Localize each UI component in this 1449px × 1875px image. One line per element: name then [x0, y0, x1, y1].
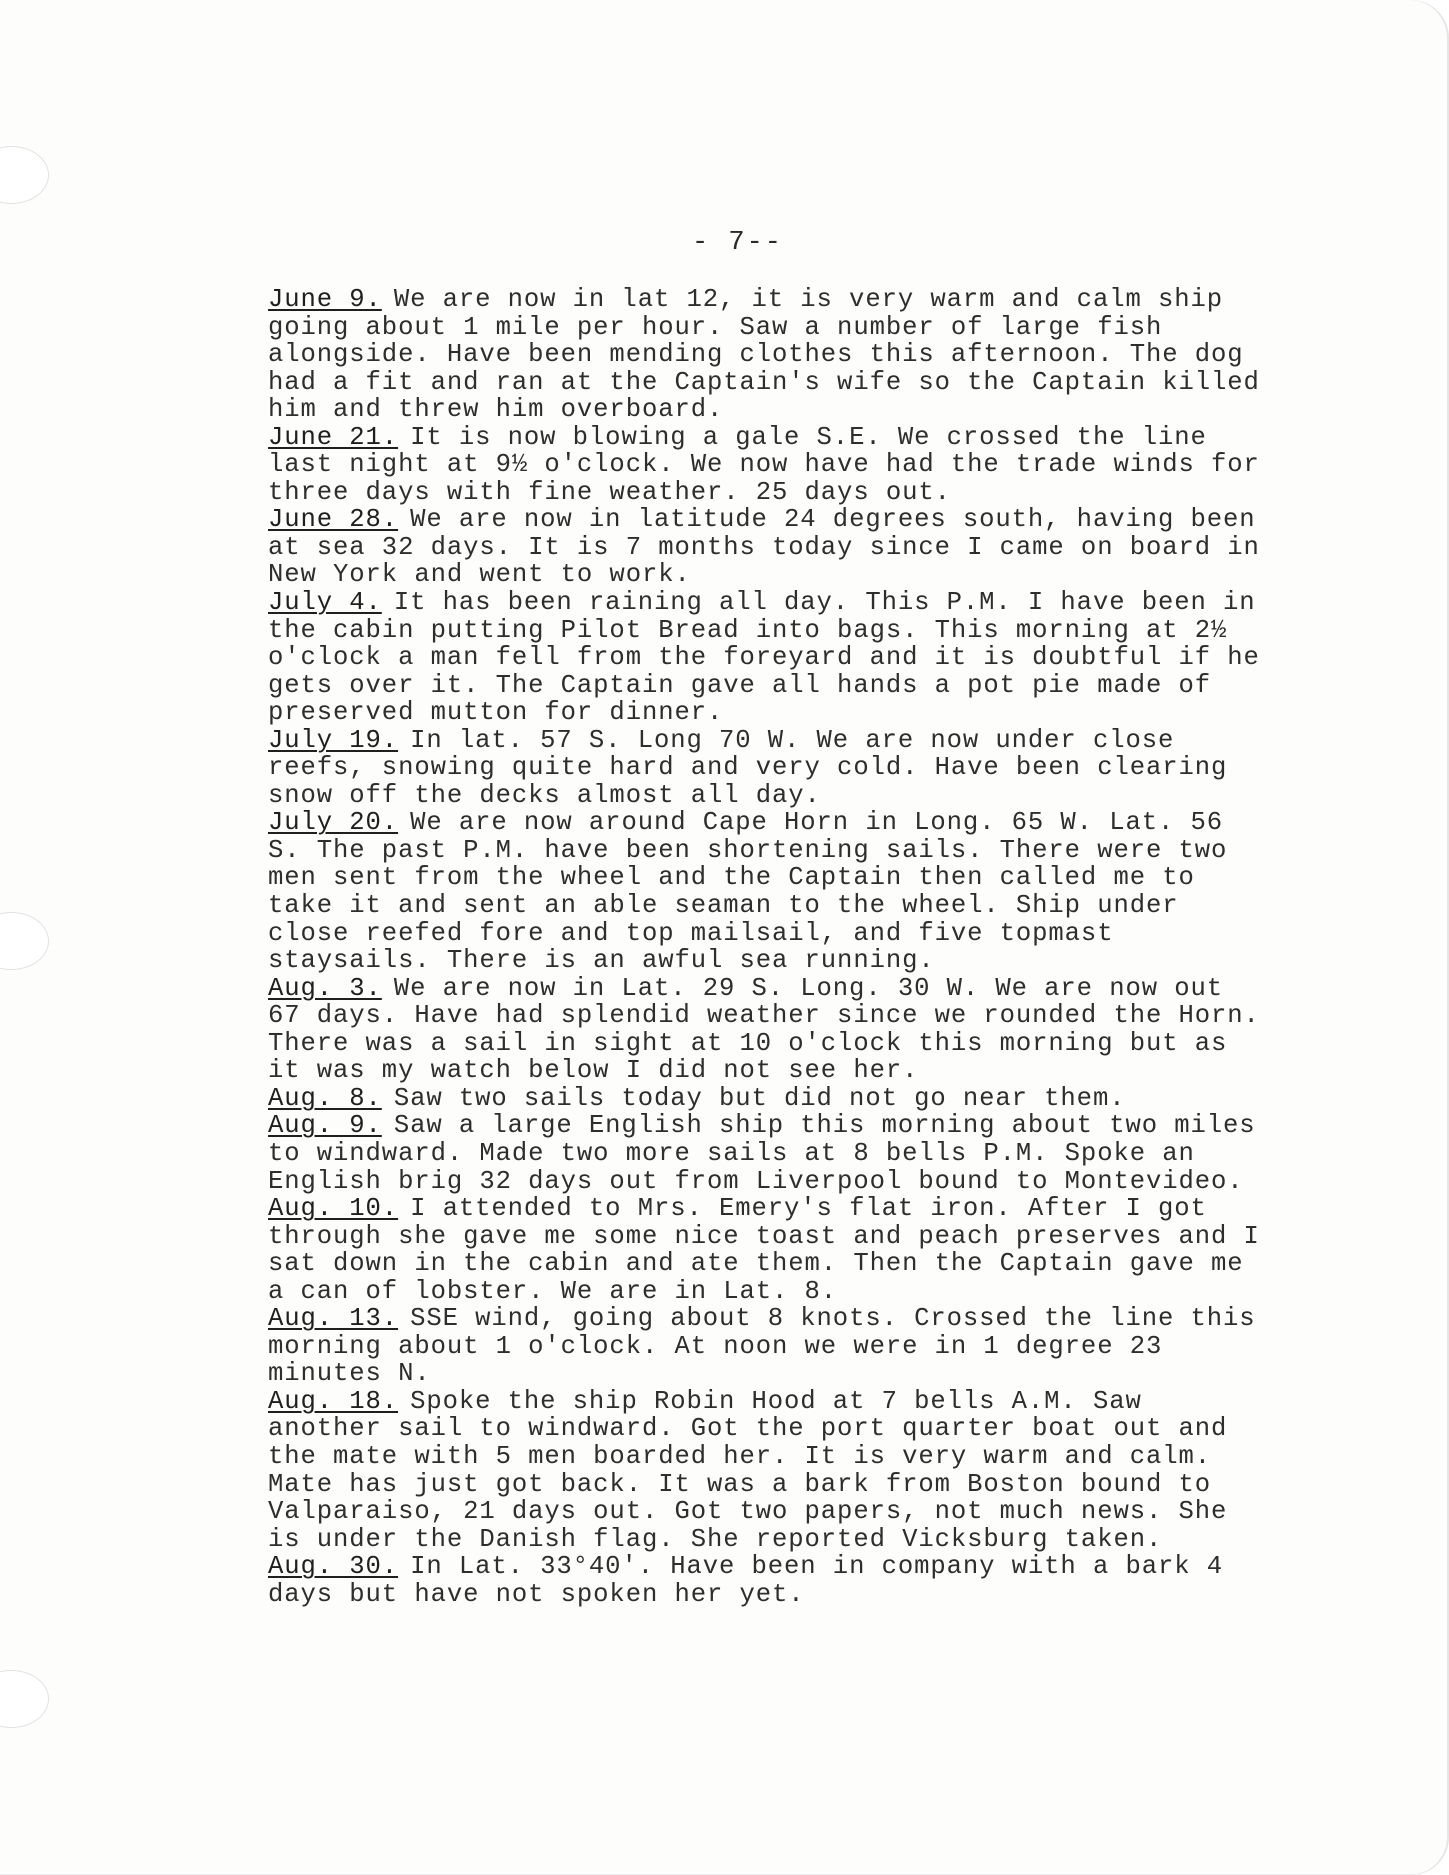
diary-entry	[268, 1305, 1268, 1388]
entry-date: Aug. 10.	[268, 1194, 399, 1224]
entry-date: Aug. 13.	[268, 1304, 399, 1334]
entry-date: Aug. 8.	[268, 1083, 382, 1113]
entry-date: Aug. 30.	[268, 1552, 399, 1582]
entry-date: July 4.	[268, 588, 382, 618]
diary-entry	[268, 1112, 1268, 1195]
page-number: - 7--	[692, 228, 784, 258]
binder-punch-hole	[0, 1670, 49, 1728]
diary-body	[268, 286, 1268, 1608]
binder-punch-hole	[0, 912, 49, 970]
entry-text: SSE wind, going about 8 knots. Crossed the line this morning about 1 o'clock. At noon we were in 1 degree 23 minutes N.	[268, 1304, 1256, 1389]
diary-entry	[268, 1553, 1268, 1608]
entry-text: Saw two sails today but did not go near them.	[393, 1083, 1126, 1113]
entry-text: We are now in lat 12, it is very warm and calm ship going about 1 mile per hour. Saw a number of large fish alongside. Have been mending clothes this afternoon. The dog had a fit and ran at the Captain's wife so the Captain killed him and threw him overboard.	[268, 285, 1260, 425]
diary-entry	[268, 809, 1268, 974]
diary-entry	[268, 727, 1268, 810]
entry-text: We are now around Cape Horn in Long. 65 W. Lat. 56 S. The past P.M. have been shortening sails. There were two men sent from the wheel and the Captain then called me to take it and sent an able seaman to the wheel. Ship under close reefed fore and top mailsail, and five topmast staysails. There is an awful sea running.	[268, 808, 1228, 976]
entry-date: July 19.	[268, 725, 399, 755]
entry-date: June 9.	[268, 285, 382, 314]
entry-date: Aug. 9.	[268, 1111, 382, 1141]
diary-entry	[268, 1388, 1268, 1553]
entry-text: Spoke the ship Robin Hood at 7 bells A.M. Saw another sail to windward. Got the port quarter boat out and the mate with 5 men boarded her. It is very warm and calm. Mate has just got back. It was a bark from Boston bound to Valparaiso, 21 days out. Got two papers, not much news. She is under the Danish flag. She reported Vicksburg taken.	[268, 1386, 1228, 1554]
diary-entry	[268, 1195, 1268, 1305]
diary-entry	[268, 975, 1268, 1085]
entry-date: June 21.	[268, 422, 399, 452]
diary-entry	[268, 589, 1268, 727]
entry-text: In lat. 57 S. Long 70 W. We are now under close reefs, snowing quite hard and very cold. Have been clearing snow off the decks almost all day.	[268, 725, 1228, 810]
entry-date: June 28.	[268, 505, 399, 535]
entry-text: It has been raining all day. This P.M. I have been in the cabin putting Pilot Bread into bags. This morning at 2½ o'clock a man fell from the foreyard and it is doubtful if he gets over it. The Captain gave all hands a pot pie made of preserved mutton for dinner.	[268, 588, 1260, 728]
entry-text: We are now in latitude 24 degrees south, having been at sea 32 days. It is 7 months today since I came on board in New York and went to work.	[268, 505, 1260, 590]
entry-text: It is now blowing a gale S.E. We crossed the line last night at 9½ o'clock. We now have had the trade winds for three days with fine weather. 25 days out.	[268, 422, 1260, 507]
entry-date: Aug. 18.	[268, 1386, 399, 1416]
entry-text: In Lat. 33°40'. Have been in company with a bark 4 days but have not spoken her yet.	[268, 1552, 1224, 1609]
binder-punch-hole	[0, 146, 49, 204]
entry-text: I attended to Mrs. Emery's flat iron. After I got through she gave me some nice toast and peach preserves and I sat down in the cabin and ate them. Then the Captain gave me a can of lobster. We are in Lat. 8.	[268, 1194, 1260, 1306]
entry-text: Saw a large English ship this morning about two miles to windward. Made two more sails at 8 bells P.M. Spoke an English brig 32 days out from Liverpool bound to Montevideo.	[268, 1111, 1256, 1196]
diary-entry	[268, 424, 1268, 507]
entry-date: July 20.	[268, 808, 399, 838]
entry-text: We are now in Lat. 29 S. Long. 30 W. We are now out 67 days. Have had splendid weather since we rounded the Horn. There was a sail in sight at 10 o'clock this morning but as it was my watch below I did not see her.	[268, 973, 1260, 1086]
entry-date: Aug. 3.	[268, 973, 382, 1003]
diary-entry	[268, 506, 1268, 589]
diary-entry	[268, 286, 1268, 424]
diary-entry	[268, 1085, 1268, 1113]
